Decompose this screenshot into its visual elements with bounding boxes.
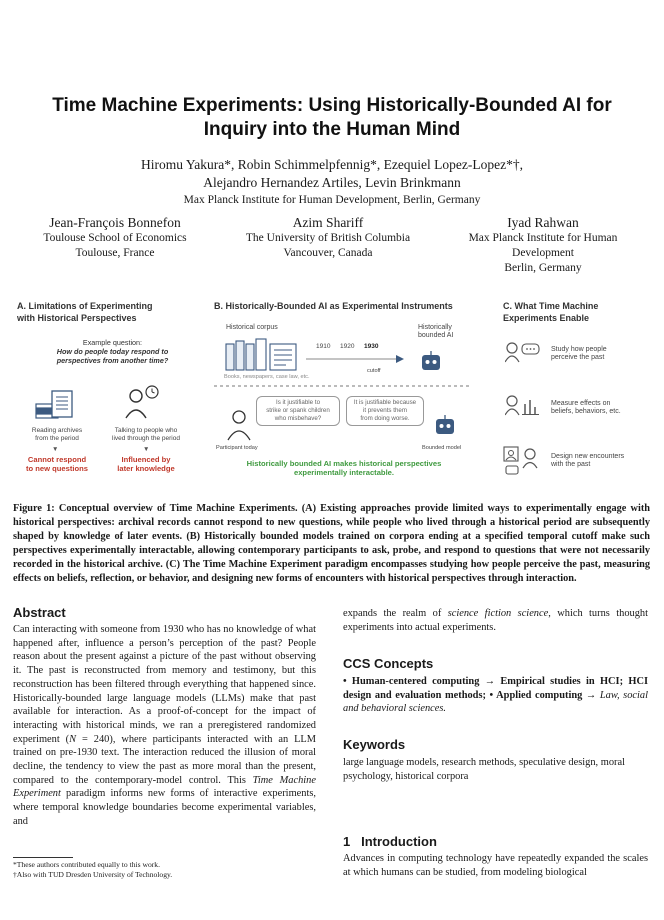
corpus-label: Historical corpus <box>226 324 278 331</box>
authors <box>0 156 664 192</box>
bounded-model-icon <box>434 414 456 436</box>
archives-caption-line-1: Reading archives <box>31 427 83 434</box>
enable-item-1 <box>551 346 607 362</box>
coauthor-location: Vancouver, Canada <box>283 247 373 259</box>
people-limitation-line-1: Influenced by <box>121 455 171 464</box>
timeline-axis <box>304 354 408 364</box>
figure-caption: Figure 1: Conceptual overview of Time Machine Experiments. (A) Existing approaches provide limited ways to experimentally engage with historical perspectives: archival records cannot respond to new questions, while people who lived through a historical period are subsequently shaped by knowledge of later events. (B) Historically bounded models trained on corpora ending at a specified temporal cutoff make such perspectives experimentally interactable, allowing contemporary participants to ask, probe, and respond to questions that were not necessarily recorded in the historical archive. (C) The Time Machine Experiment paradigm encompasses studying how people perceive the past, measuring effects on beliefs, reflection, or behavior, and designing new forms of encounters with historical perspectives through interaction. <box>13 503 650 584</box>
coauthor-location: Berlin, Germany <box>504 262 582 274</box>
people-limitation <box>103 455 189 473</box>
coauthor-affiliation: The University of British Columbia <box>245 232 411 244</box>
paper-title <box>0 94 664 142</box>
participant-label: Participant today <box>216 445 258 451</box>
participant-icon <box>226 408 252 442</box>
introduction-heading <box>343 834 648 850</box>
keywords-text: large language models, research methods, speculative design, moral psychology, historical corpora <box>343 757 625 782</box>
enable-item-line-2: perceive the past <box>551 354 605 361</box>
books-icon <box>224 338 304 372</box>
keywords-heading: Keywords <box>343 737 406 752</box>
coauthor-affiliation: Max Planck Institute for Human <box>468 232 618 244</box>
panel-b-conclusion <box>214 459 474 477</box>
answer-line-1: It is justifiable because <box>353 399 417 406</box>
conclusion-line-2: experimentally interactable. <box>293 468 395 477</box>
question-line-3: who misbehave? <box>274 415 322 422</box>
figure-1 <box>0 296 664 496</box>
enable-item-2 <box>551 400 621 416</box>
model-label-line-2: bounded AI <box>418 332 454 339</box>
enable-item-3 <box>551 453 624 469</box>
answer-line-3: from doing worse. <box>360 415 410 422</box>
example-question <box>20 338 205 365</box>
abstract-cont-1: expands the realm of <box>343 608 448 619</box>
robot-icon <box>420 350 442 372</box>
bar-chart-icon <box>505 394 541 416</box>
abstract-part-1: Can interacting with someone from 1930 who has no knowledge of what happened after, influence a person’s perception of the past? People reason about the present against a picture of the past without observing it. The past is reconstructed from memory and testimony, but this reconstruction has been filtered through everything that happened since. Historically-bounded large language models (LLMs) make that past available for interaction. As a proof-of-concept for the impact of interacting with historical minds, we ran a preregistered randomized experiment ( <box>13 624 316 745</box>
coauthor-block-2 <box>228 214 428 261</box>
abstract-cont-italic: science fiction science <box>447 608 549 619</box>
coauthor-name: Iyad Rahwan <box>507 215 579 230</box>
introduction-number: 1 <box>343 834 351 849</box>
panel-c-title <box>503 300 653 324</box>
coauthor-location: Toulouse, France <box>75 247 155 259</box>
people-caption-line-2: lived through the period <box>112 435 180 442</box>
encounter-icon <box>503 446 543 476</box>
archives-limitation-line-2: to new questions <box>25 464 89 473</box>
example-question-line-2: perspectives from another time? <box>56 356 169 365</box>
panel-a-title-line-2: with Historical Perspectives <box>17 313 137 323</box>
arrow-down-icon: ▼ <box>52 446 59 453</box>
abstract-continued <box>343 607 648 634</box>
people-caption <box>100 427 192 443</box>
footnote-rule <box>13 857 73 858</box>
coauthor-block-1 <box>15 214 215 261</box>
enable-item-line-1: Design new encounters <box>551 453 625 460</box>
corpus-caption: Books, newspapers, case law, etc. <box>224 374 310 380</box>
archives-limitation-line-1: Cannot respond <box>27 455 87 464</box>
enable-item-line-1: Study how people <box>551 346 607 353</box>
arrow-down-icon: ▼ <box>143 446 150 453</box>
archives-caption <box>18 427 96 443</box>
model-label <box>418 324 453 340</box>
answer-bubble <box>346 396 424 426</box>
example-label: Example question: <box>82 338 143 347</box>
conclusion-line-1: Historically bounded AI makes historical perspectives <box>246 459 442 468</box>
coauthor-affiliation-cont: Development <box>512 247 574 259</box>
panel-c-title-line-1: C. What Time Machine <box>503 301 599 311</box>
archives-caption-line-2: from the period <box>35 435 79 442</box>
ccs-heading: CCS Concepts <box>343 656 434 671</box>
authors-line-1: Hiromu Yakura*, Robin Schimmelpfennig*, Ezequiel Lopez-Lopez*†, <box>140 157 524 172</box>
ccs-concepts-italic: → Law, social and behavioral sciences. <box>343 689 648 715</box>
ccs-concepts: • Human-centered computing → Empirical studies in HCI; HCI design and evaluation methods; • Applied computing <box>343 676 648 701</box>
coauthor-block-3 <box>438 214 648 276</box>
model-label-line-1: Historically <box>418 324 452 331</box>
example-question-line-1: How do people today respond to <box>56 347 169 356</box>
question-line-2: strike or spank children <box>266 407 330 414</box>
coauthor-name: Azim Shariff <box>292 215 364 230</box>
title-line-1: Time Machine Experiments: Using Historically-Bounded AI for <box>52 95 612 116</box>
question-bubble <box>256 396 340 426</box>
perception-icon <box>505 341 541 363</box>
year-1920: 1920 <box>340 343 355 350</box>
authors-affiliation: Max Planck Institute for Human Development, Berlin, Germany <box>183 194 481 206</box>
title-line-2: Inquiry into the Human Mind <box>203 119 461 140</box>
people-limitation-line-2: later knowledge <box>117 464 175 473</box>
coauthor-affiliation: Toulouse School of Economics <box>43 232 187 244</box>
panel-c-title-line-2: Experiments Enable <box>503 313 590 323</box>
enable-item-line-2: beliefs, behaviors, etc. <box>551 408 621 415</box>
abstract-text <box>13 623 316 829</box>
introduction-text: Advances in computing technology have repeatedly expanded the scales at which humans can be studied, from modeling biological <box>343 853 648 878</box>
abstract-part-3: paradigm informs new forms of interactive experiments, where temporal knowledge boundaries become experimental variables, and <box>13 788 316 827</box>
year-1910: 1910 <box>316 343 331 350</box>
panel-a-title-line-1: A. Limitations of Experimenting <box>17 301 153 311</box>
enable-item-line-2: with the past <box>551 461 591 468</box>
abstract-n: N <box>69 733 77 745</box>
abstract-term: Time Machine Experiment <box>13 774 316 800</box>
dashed-divider <box>214 384 472 388</box>
bounded-model-label: Bounded model <box>422 445 462 451</box>
authors-line-2: Alejandro Hernandez Artiles, Levin Brinkmann <box>203 175 461 190</box>
panel-a-title <box>17 300 207 324</box>
introduction-title: Introduction <box>361 834 437 849</box>
ccs-text <box>343 675 648 716</box>
archives-icon <box>34 390 78 420</box>
elderly-person-icon <box>122 384 164 422</box>
answer-line-2: it prevents them <box>362 407 408 414</box>
abstract-cont-2: , which turns thought experiments into actual experiments. <box>343 608 648 633</box>
panel-b-title: B. Historically-Bounded AI as Experimental Instruments <box>214 301 453 311</box>
abstract-heading: Abstract <box>13 605 66 620</box>
question-line-1: Is it justifiable to <box>275 399 321 406</box>
people-caption-line-1: Talking to people who <box>114 427 178 434</box>
cutoff-label: cutoff <box>367 368 381 374</box>
footnote-1: *These authors contributed equally to this work. <box>13 860 160 869</box>
year-1930: 1930 <box>364 343 379 350</box>
abstract-part-2: = 240), where participants interacted with an LLM trained on pre-1930 text. The interaction reduced the illusion of moral decline, the tendency to view the past as more moral than the present, compared to the contemporary-model control. This <box>13 733 316 786</box>
coauthor-name: Jean-François Bonnefon <box>49 215 181 230</box>
footnote-2: †Also with TUD Dresden University of Technology. <box>13 870 173 879</box>
enable-item-line-1: Measure effects on <box>551 400 611 407</box>
archives-limitation <box>14 455 100 473</box>
